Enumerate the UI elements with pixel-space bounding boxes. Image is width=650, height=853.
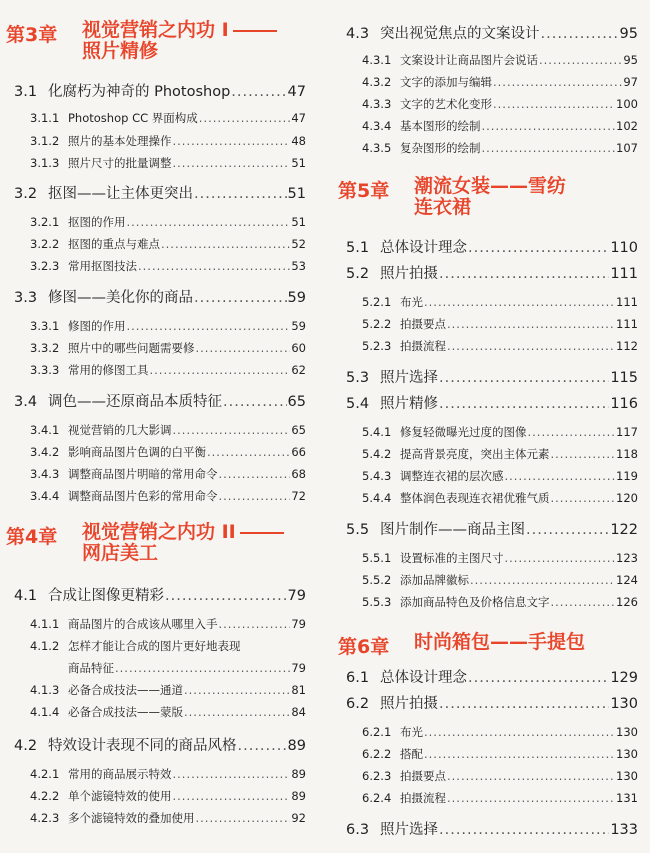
toc-subsection-first-line[interactable]: 4.1.2 怎样才能让合成的图片更好地表现: [30, 639, 241, 653]
toc-subsection[interactable]: 5.2.2 拍摄要点 ..... 111: [362, 316, 638, 332]
toc-subsection[interactable]: 6.2.2 搭配 ..... 130: [362, 746, 638, 762]
toc-subsection[interactable]: 5.4.1 修复轻微曝光过度的图像 ..... 117: [362, 424, 638, 440]
toc-section[interactable]: 4.1 合成让图像更精彩 ..... 79: [14, 584, 306, 605]
leader-dots: [231, 84, 286, 100]
toc-section[interactable]: 5.2 照片拍摄 ..... 111: [346, 262, 638, 283]
toc-section[interactable]: 4.2 特效设计表现不同的商品风格 ..... 89: [14, 734, 306, 755]
toc-subsection[interactable]: 4.3.2 文字的添加与编辑 ..... 97: [362, 74, 638, 90]
chapter-title: 视觉营销之内功 II 网店美工: [82, 522, 312, 564]
toc-section[interactable]: 5.5 图片制作——商品主图 ..... 122: [346, 518, 638, 539]
toc-subsection[interactable]: 5.4.4 整体润色表现连衣裙优雅气质 ..... 120: [362, 490, 638, 506]
toc-subsection[interactable]: 4.3.4 基本图形的绘制 ..... 102: [362, 118, 638, 134]
toc-subsection[interactable]: 5.5.1 设置标准的主图尺寸 ..... 123: [362, 550, 638, 566]
toc-subsection[interactable]: 6.2.4 拍摄流程 ..... 131: [362, 790, 638, 806]
toc-subsection[interactable]: 4.2.2 单个滤镜特效的使用 ..... 89: [30, 788, 306, 804]
toc-section[interactable]: 3.3 修图——美化你的商品 ..... 59: [14, 286, 306, 307]
title-dash: [240, 532, 284, 534]
toc-subsection[interactable]: 3.4.4 调整商品图片色彩的常用命令 ..... 72: [30, 488, 306, 504]
toc-subsection[interactable]: 3.2.2 抠图的重点与难点 ..... 52: [30, 236, 306, 252]
toc-section[interactable]: 6.1 总体设计理念 ..... 129: [346, 666, 638, 687]
chapter-number: 第4章: [6, 526, 58, 548]
toc-subsection[interactable]: 3.4.1 视觉营销的几大影调 ..... 65: [30, 422, 306, 438]
chapter-number: 第5章: [338, 180, 390, 202]
toc-subsection[interactable]: 4.3.5 复杂图形的绘制 ..... 107: [362, 140, 638, 156]
toc-subsection[interactable]: 6.2.3 拍摄要点 ..... 130: [362, 768, 638, 784]
toc-subsection[interactable]: 5.4.2 提高背景亮度，突出主体元素 ..... 118: [362, 446, 638, 462]
toc-section[interactable]: 4.3 突出视觉焦点的文案设计 ..... 95: [346, 22, 638, 43]
toc-subsection[interactable]: 4.1.3 必备合成技法——通道 ..... 81: [30, 682, 306, 698]
toc-subsection[interactable]: 5.2.1 布光 ..... 111: [362, 294, 638, 310]
toc-subsection[interactable]: 3.2.3 常用抠图技法 ..... 53: [30, 258, 306, 274]
toc-section[interactable]: 5.4 照片精修 ..... 116: [346, 392, 638, 413]
title-dash: [233, 30, 277, 32]
toc-section[interactable]: 3.4 调色——还原商品本质特征 ..... 65: [14, 390, 306, 411]
chapter-number: 第3章: [6, 24, 58, 46]
toc-subsection[interactable]: 3.1.3 照片尺寸的批量调整 ..... 51: [30, 155, 306, 171]
toc-subsection[interactable]: 3.1.1 Photoshop CC 界面构成 ..... 47: [30, 110, 306, 126]
toc-section[interactable]: 6.3 照片选择 ..... 133: [346, 818, 638, 839]
toc-subsection[interactable]: 3.3.1 修图的作用 ..... 59: [30, 318, 306, 334]
toc-subsection[interactable]: 3.3.2 照片中的哪些问题需要修 ..... 60: [30, 340, 306, 356]
chapter-title: 潮流女装——雪纺 连衣裙: [414, 175, 567, 218]
chapter-title: 视觉营销之内功 I 照片精修: [82, 20, 312, 62]
toc-subsection[interactable]: 3.1.2 照片的基本处理操作 ..... 48: [30, 133, 306, 149]
toc-subsection[interactable]: 5.2.3 拍摄流程 ..... 112: [362, 338, 638, 354]
toc-subsection[interactable]: 3.4.3 调整商品图片明暗的常用命令 ..... 68: [30, 466, 306, 482]
toc-section[interactable]: 3.2 抠图——让主体更突出 ..... 51: [14, 182, 306, 203]
toc-subsection-continuation[interactable]: 商品特征 ..... 79: [68, 660, 306, 676]
toc-subsection[interactable]: 5.4.3 调整连衣裙的层次感 ..... 119: [362, 468, 638, 484]
toc-subsection[interactable]: 3.2.1 抠图的作用 ..... 51: [30, 214, 306, 230]
toc-section[interactable]: 5.3 照片选择 ..... 115: [346, 366, 638, 387]
toc-subsection[interactable]: 5.5.3 添加商品特色及价格信息文字 ..... 126: [362, 594, 638, 610]
toc-subsection[interactable]: 4.3.1 文案设计让商品图片会说话 ..... 95: [362, 52, 638, 68]
toc-section[interactable]: 5.1 总体设计理念 ..... 110: [346, 236, 638, 257]
toc-subsection[interactable]: 4.1.4 必备合成技法——蒙版 ..... 84: [30, 704, 306, 720]
toc-subsection[interactable]: 4.2.1 常用的商品展示特效 ..... 89: [30, 766, 306, 782]
toc-subsection[interactable]: 3.3.3 常用的修图工具 ..... 62: [30, 362, 306, 378]
chapter-title: 时尚箱包——手提包: [414, 631, 586, 653]
toc-section[interactable]: 3.1 化腐朽为神奇的 Photoshop ..... 47: [14, 80, 306, 101]
toc-section[interactable]: 6.2 照片拍摄 ..... 130: [346, 692, 638, 713]
toc-subsection[interactable]: 6.2.1 布光 ..... 130: [362, 724, 638, 740]
toc-subsection[interactable]: 5.5.2 添加品牌徽标 ..... 124: [362, 572, 638, 588]
toc-subsection[interactable]: 4.1.1 商品图片的合成该从哪里入手 ..... 79: [30, 616, 306, 632]
toc-subsection[interactable]: 4.3.3 文字的艺术化变形 ..... 100: [362, 96, 638, 112]
chapter-number: 第6章: [338, 636, 390, 658]
toc-subsection[interactable]: 3.4.2 影响商品图片色调的白平衡 ..... 66: [30, 444, 306, 460]
toc-subsection[interactable]: 4.2.3 多个滤镜特效的叠加使用 ..... 92: [30, 810, 306, 826]
